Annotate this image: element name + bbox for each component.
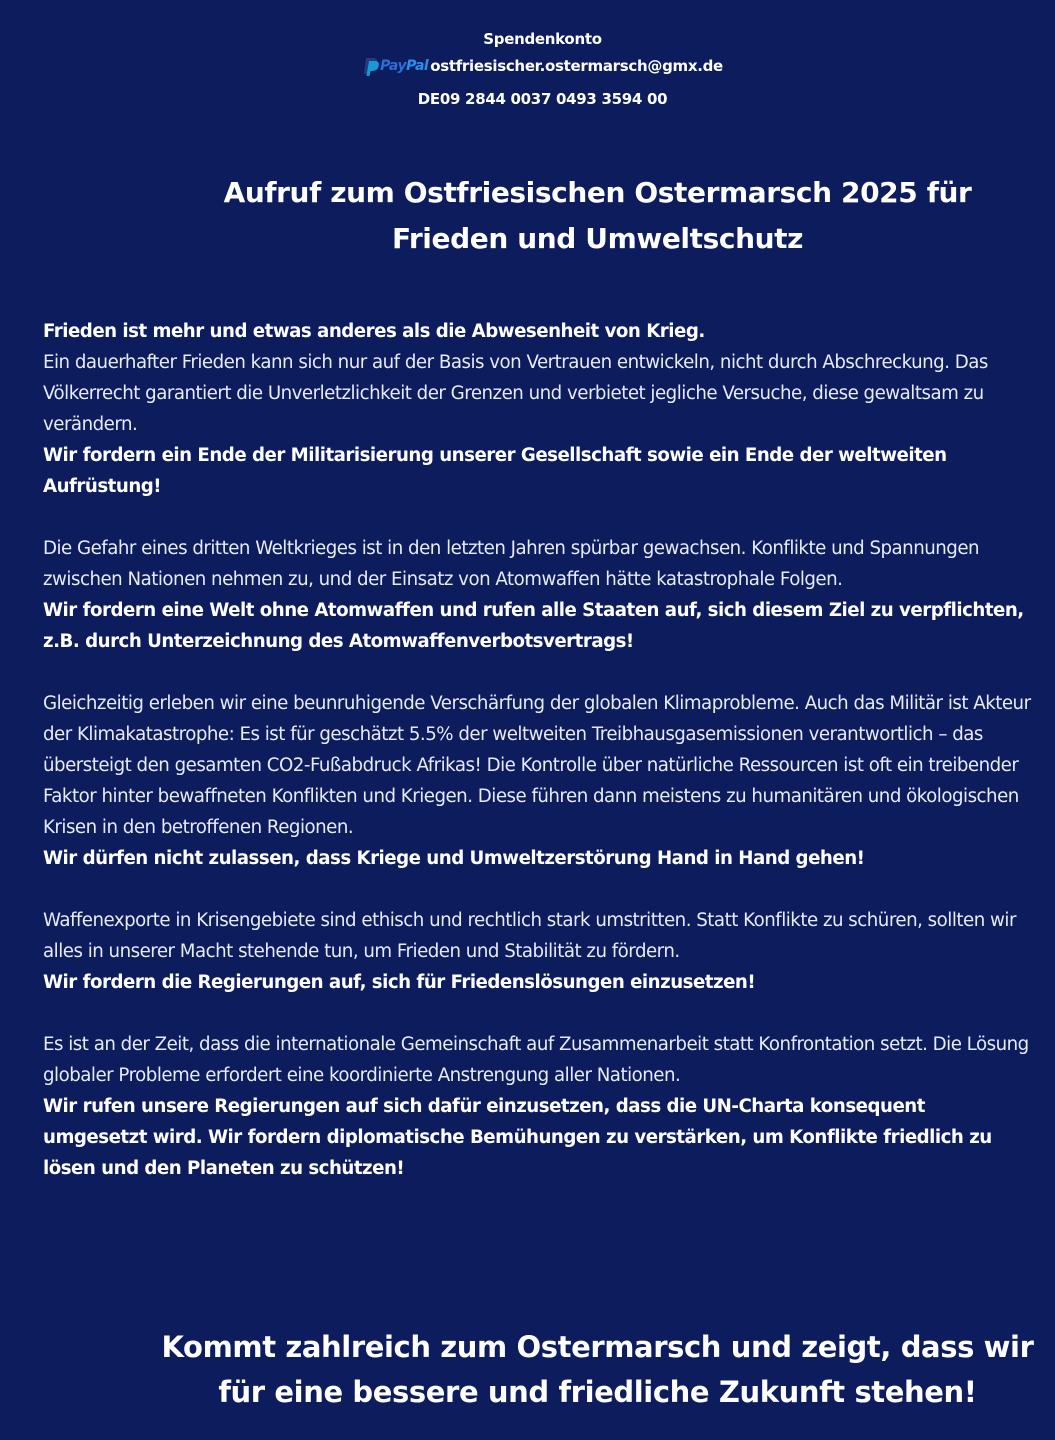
paragraph-text: Ein dauerhafter Frieden kann sich nur auf der Basis von Vertrauen entwickeln, nicht durch Abschreckung. Das Völkerrecht garantiert die Unverletzlichkeit der Grenzen und verbietet jegliche Versuche, diese gewaltsam zu verändern.: [43, 352, 988, 435]
paragraph-arms-exports: [43, 905, 1033, 998]
donation-label: Spendenkonto: [483, 30, 602, 48]
paragraph-peace: [43, 316, 1033, 502]
donation-iban: DE09 2844 0037 0493 3594 00: [417, 89, 668, 108]
paypal-icon: [362, 53, 428, 80]
paypal-logo-text: PayPal: [380, 58, 429, 74]
appeal-body: [43, 316, 1033, 1215]
paragraph-cooperation: [43, 1029, 1033, 1184]
page-title-line-1: Aufruf zum Ostfriesischen Ostermarsch 2025 für: [223, 176, 972, 209]
donation-info: [0, 26, 1055, 113]
paragraph-demand: Wir fordern die Regierungen auf, sich für Friedenslösungen einzusetzen!: [43, 972, 756, 993]
paragraph-demand: Wir dürfen nicht zulassen, dass Kriege und Umweltzerstörung Hand in Hand gehen!: [43, 848, 865, 869]
paragraph-demand: Wir fordern ein Ende der Militarisierung unserer Gesellschaft sowie ein Ende der weltweiten Aufrüstung!: [43, 445, 947, 497]
paypal-row: [362, 53, 723, 80]
closing-call-line-2: für eine bessere und friedliche Zukunft stehen!: [218, 1375, 977, 1409]
page-title: [140, 170, 1055, 262]
closing-call-line-1: Kommt zahlreich zum Ostermarsch und zeigt, dass wir: [161, 1330, 1034, 1364]
paragraph-intro: Frieden ist mehr und etwas anderes als die Abwesenheit von Krieg.: [43, 321, 705, 342]
paragraph-text: Waffenexporte in Krisengebiete sind ethisch und rechtlich stark umstritten. Statt Konflikte zu schüren, sollten wir alles in unserer Macht stehende tun, um Frieden und Stabilität zu fördern.: [43, 910, 1016, 962]
paragraph-text: Es ist an der Zeit, dass die internationale Gemeinschaft auf Zusammenarbeit statt Konfrontation setzt. Die Lösung globaler Probleme erfordert eine koordinierte Anstrengung aller Nationen.: [43, 1034, 1029, 1086]
donation-email[interactable]: ostfriesischer.ostermarsch@gmx.de: [430, 57, 723, 75]
paragraph-text: Die Gefahr eines dritten Weltkrieges ist in den letzten Jahren spürbar gewachsen. Konflikte und Spannungen zwischen Nationen nehmen zu, und der Einsatz von Atomwaffen hätte katastrophale Folgen.: [43, 538, 980, 590]
closing-call: [140, 1325, 1055, 1415]
paragraph-text: Gleichzeitig erleben wir eine beunruhigende Verschärfung der globalen Klimaprobleme. Auch das Militär ist Akteur der Klimakatastrophe: Es ist für geschätzt 5.5% der weltweiten Treibhausgasemissionen verantwortlich – das übersteigt den gesamten CO2-Fußabdruck Afrikas! Die Kontrolle über natürliche Ressourcen ist oft ein treibender Faktor hinter bewaffneten Konflikten und Kriegen. Diese führen dann meistens zu humanitären und ökologischen Krisen in den betroffenen Regionen.: [43, 693, 1031, 838]
paragraph-demand: Wir rufen unsere Regierungen auf sich dafür einzusetzen, dass die UN-Charta konsequent umgesetzt wird. Wir fordern diplomatische Bemühungen zu verstärken, um Konflikte friedlich zu lösen und den Planeten zu schützen!: [43, 1096, 992, 1179]
paragraph-nuclear: [43, 533, 1033, 657]
paragraph-demand: Wir fordern eine Welt ohne Atomwaffen und rufen alle Staaten auf, sich diesem Ziel zu verpflichten, z.B. durch Unterzeichnung des Atomwaffenverbotsvertrags!: [43, 600, 1024, 652]
page-title-line-2: Frieden und Umweltschutz: [391, 222, 804, 255]
paragraph-climate: [43, 688, 1033, 874]
